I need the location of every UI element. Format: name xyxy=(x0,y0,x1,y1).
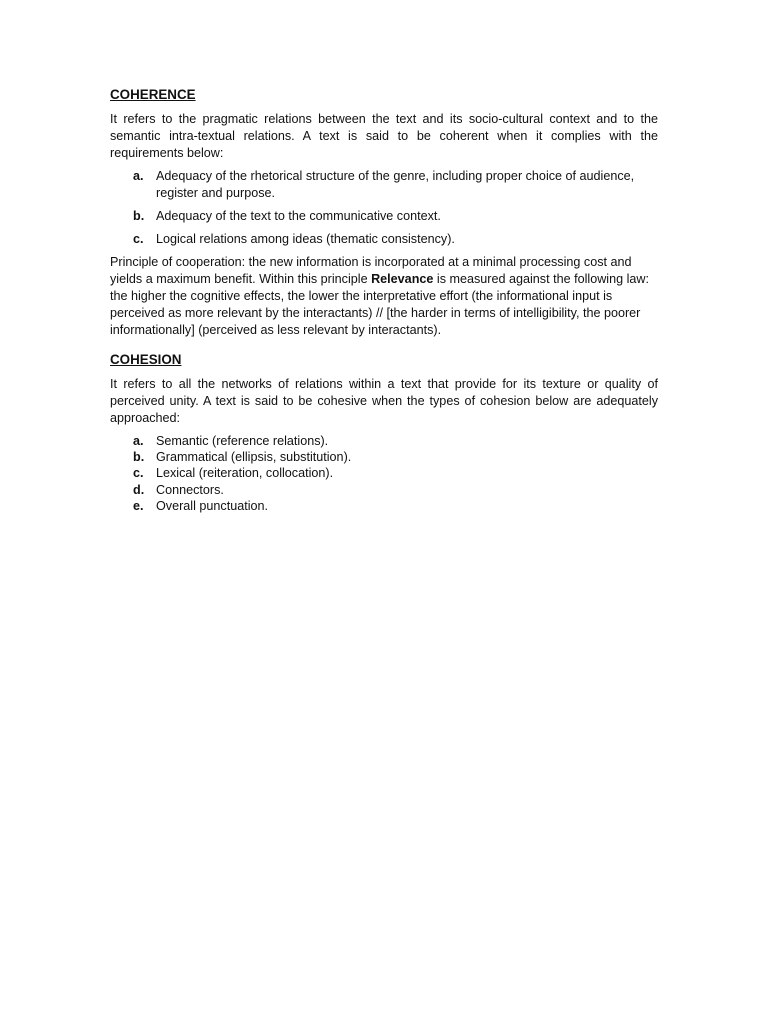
relevance-term: Relevance xyxy=(371,272,434,286)
list-item-text: Lexical (reiteration, collocation). xyxy=(156,466,334,481)
document-page xyxy=(110,86,658,520)
list-item xyxy=(110,168,658,202)
coherence-list xyxy=(110,168,658,248)
list-item-text: Logical relations among ideas (thematic consistency). xyxy=(156,232,455,246)
list-marker: c. xyxy=(133,232,144,246)
list-marker: c. xyxy=(133,466,144,481)
list-item xyxy=(110,449,658,465)
coherence-intro: It refers to the pragmatic relations between the text and its socio-cultural context and to the semantic intra-textual relations. A text is said to be coherent when it complies with the requirements below: xyxy=(110,112,658,160)
cohesion-heading: COHESION xyxy=(110,352,182,367)
list-marker: e. xyxy=(133,498,144,513)
cohesion-intro: It refers to all the networks of relations within a text that provide for its texture or quality of perceived unity. A text is said to be cohesive when the types of cohesion below are adequately approached: xyxy=(110,377,658,425)
list-item xyxy=(110,498,658,514)
list-item xyxy=(110,482,658,498)
coherence-heading: COHERENCE xyxy=(110,87,196,102)
list-marker: b. xyxy=(133,450,145,465)
list-item-text: Semantic (reference relations). xyxy=(156,434,329,448)
list-marker: d. xyxy=(133,482,145,497)
principle-text-continued: is measured against the following law: the higher the cognitive effects, the lower the interpretative effort (the informational input is perceived as more relevant by the interactants) // [the harder in terms of intelligibility, the poorer informationally] (perceived as less relevant by interactants). xyxy=(110,272,649,337)
principle-text: Principle of cooperation: the new information is incorporated at a minimal processing cost and yields a maximum benefit. Within this principle xyxy=(110,255,632,286)
list-marker: b. xyxy=(133,209,145,223)
list-item-text: Connectors. xyxy=(156,482,224,497)
list-item-text: Adequacy of the text to the communicative context. xyxy=(156,209,441,223)
list-item-text: Grammatical (ellipsis, substitution). xyxy=(156,450,352,465)
list-item xyxy=(110,231,658,248)
list-item-text: Adequacy of the rhetorical structure of the genre, including proper choice of audience, register and purpose. xyxy=(156,169,635,200)
list-item xyxy=(110,208,658,225)
list-item-text: Overall punctuation. xyxy=(156,498,269,513)
list-marker: a. xyxy=(133,434,144,448)
cohesion-list xyxy=(110,433,658,514)
list-item xyxy=(110,433,658,449)
cooperation-principle xyxy=(110,254,658,339)
list-marker: a. xyxy=(133,169,144,183)
cohesion-section xyxy=(110,351,658,514)
list-item xyxy=(110,465,658,481)
